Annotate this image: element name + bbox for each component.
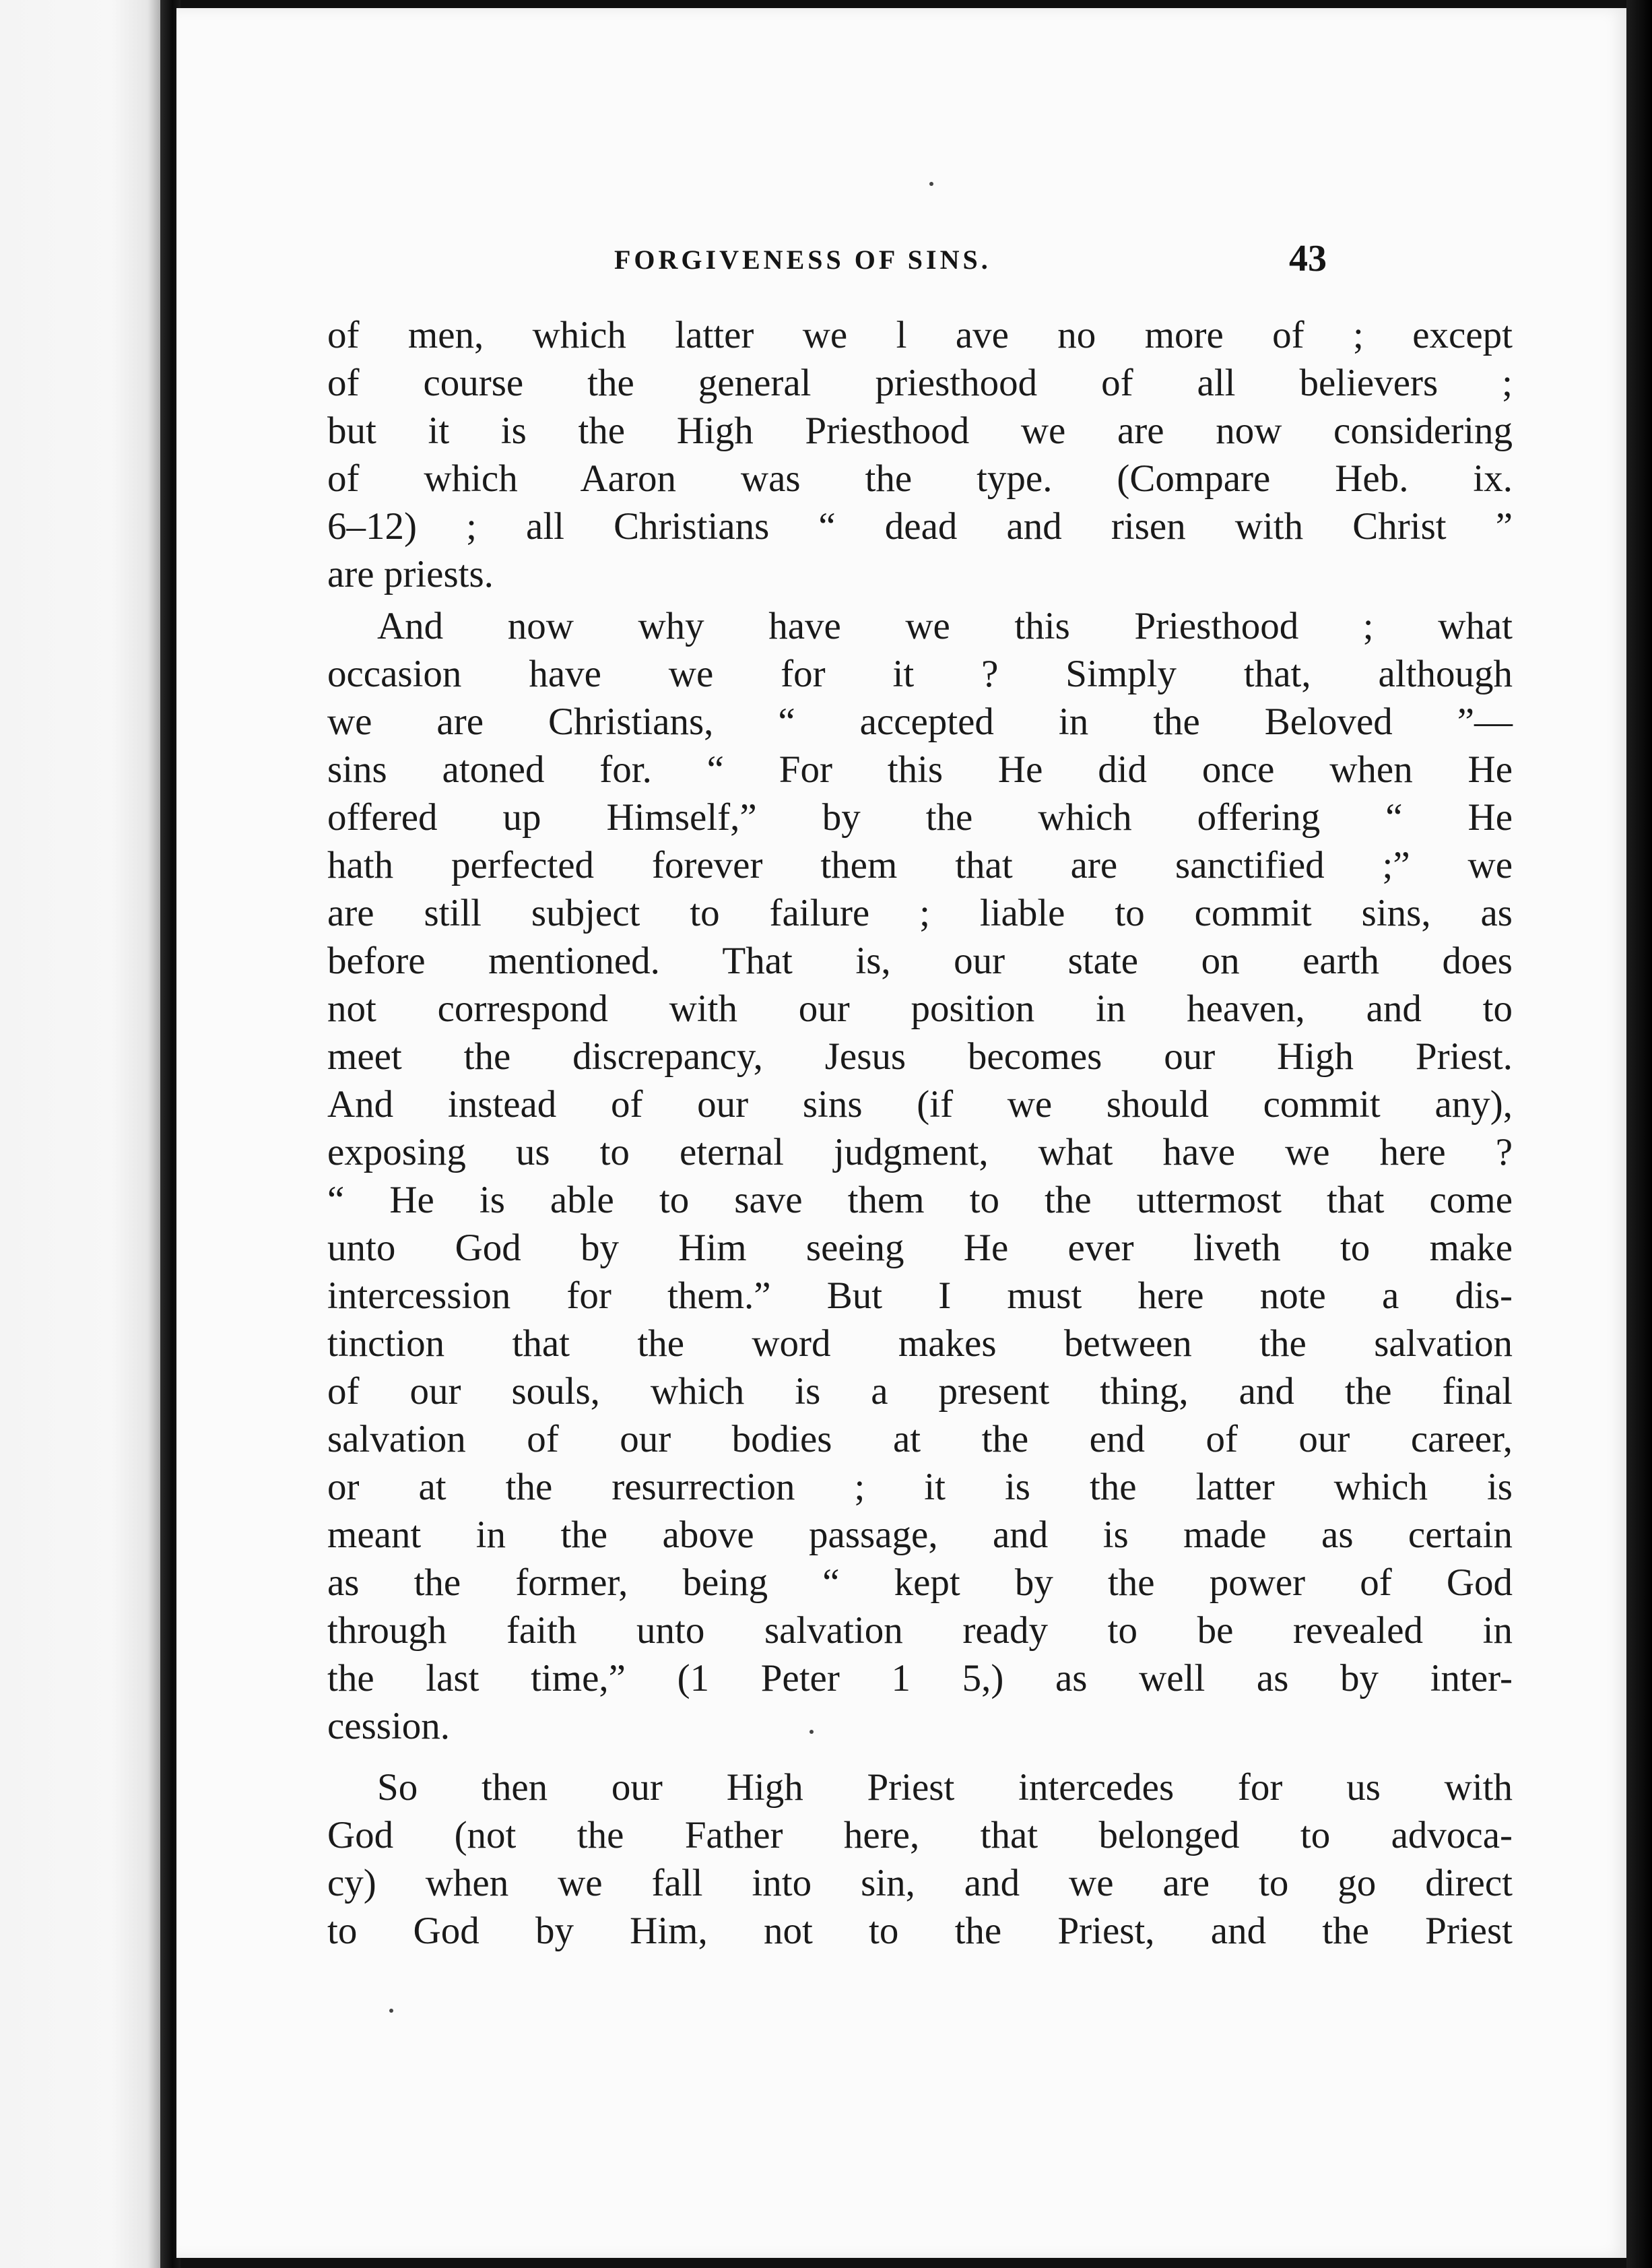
text-line: “ He is able to save them to the uttermost that come bbox=[327, 1179, 1513, 1221]
paragraph bbox=[327, 311, 1513, 598]
paragraph bbox=[327, 602, 1513, 1750]
text-line: occasion have we for it ? Simply that, although bbox=[327, 653, 1513, 695]
text-line: offered up Himself,” by the which offering “ He bbox=[327, 796, 1513, 839]
text-line: salvation of our bodies at the end of our career, bbox=[327, 1418, 1513, 1460]
page-number: 43 bbox=[1289, 238, 1327, 280]
text-line: meant in the above passage, and is made as certain bbox=[327, 1514, 1513, 1556]
text-line: 6–12) ; all Christians “ dead and risen with Christ ” bbox=[327, 505, 1513, 548]
running-title: FORGIVENESS OF SINS. bbox=[614, 245, 991, 275]
text-line: to God by Him, not to the Priest, and the Priest bbox=[327, 1910, 1513, 1952]
text-line: God (not the Father here, that belonged to advoca- bbox=[327, 1814, 1513, 1856]
text-line: hath perfected forever them that are sanctified ;” we bbox=[327, 844, 1513, 886]
facing-page-edge bbox=[0, 0, 160, 2268]
paper-speck bbox=[389, 2009, 393, 2013]
text-line: but it is the High Priesthood we are now considering bbox=[327, 410, 1513, 452]
text-line: before mentioned. That is, our state on earth does bbox=[327, 940, 1513, 982]
text-line: And instead of our sins (if we should commit any), bbox=[327, 1083, 1513, 1126]
running-head bbox=[176, 237, 1631, 291]
text-line: cession. bbox=[327, 1705, 451, 1747]
text-line: cy) when we fall into sin, and we are to go direct bbox=[327, 1862, 1513, 1904]
text-line: And now why have we this Priesthood ; what bbox=[377, 605, 1513, 647]
book-page bbox=[176, 8, 1631, 2258]
paper-speck bbox=[810, 1730, 814, 1734]
text-line: or at the resurrection ; it is the latter which is bbox=[327, 1466, 1513, 1508]
text-line: sins atoned for. “ For this He did once when He bbox=[327, 748, 1513, 791]
text-line: are still subject to failure ; liable to commit sins, as bbox=[327, 892, 1513, 934]
text-line: So then our High Priest intercedes for us with bbox=[377, 1766, 1513, 1809]
paragraph bbox=[327, 1763, 1513, 1955]
text-line: of course the general priesthood of all believers ; bbox=[327, 362, 1513, 404]
text-line: intercession for them.” But I must here note a dis- bbox=[327, 1274, 1513, 1317]
text-line: of men, which latter we l ave no more of ; except bbox=[327, 314, 1513, 356]
text-line: unto God by Him seeing He ever liveth to make bbox=[327, 1227, 1513, 1269]
body-text bbox=[327, 311, 1513, 1955]
page-edge-shadow bbox=[1626, 0, 1652, 2268]
text-line: tinction that the word makes between the salvation bbox=[327, 1322, 1513, 1365]
text-line: of which Aaron was the type. (Compare Heb. ix. bbox=[327, 457, 1513, 500]
text-line: through faith unto salvation ready to be revealed in bbox=[327, 1609, 1513, 1652]
text-line: are priests. bbox=[327, 553, 494, 595]
paper-speck bbox=[929, 182, 933, 186]
text-line: the last time,” (1 Peter 1 5,) as well as by inter- bbox=[327, 1657, 1513, 1699]
text-line: exposing us to eternal judgment, what have we here ? bbox=[327, 1131, 1513, 1173]
text-line: not correspond with our position in heaven, and to bbox=[327, 987, 1513, 1030]
text-line: meet the discrepancy, Jesus becomes our High Priest. bbox=[327, 1035, 1513, 1078]
text-line: as the former, being “ kept by the power of God bbox=[327, 1561, 1513, 1604]
text-line: we are Christians, “ accepted in the Beloved ”— bbox=[327, 701, 1513, 743]
text-line: of our souls, which is a present thing, and the final bbox=[327, 1370, 1513, 1413]
